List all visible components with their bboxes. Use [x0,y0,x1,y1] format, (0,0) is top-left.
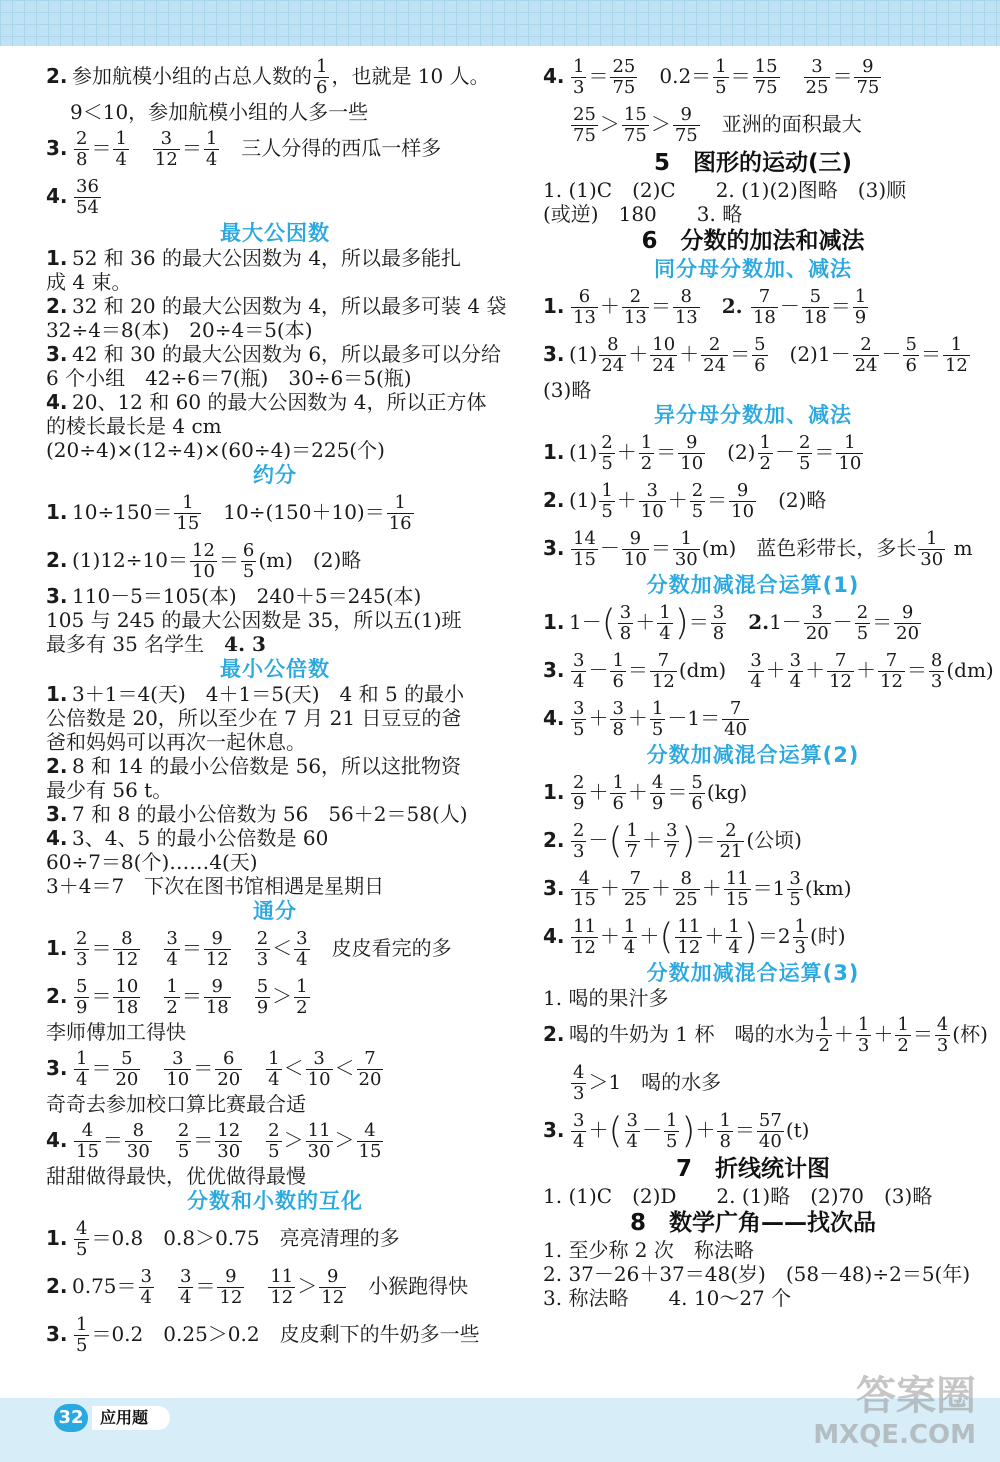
answer-line: 1. $\frac{2}{3}$ ＝ $\frac{8}{12}$ $\frac{3}{4}$ ＝ $\frac{9}{12}$ $\frac{2}{3}$ ＜ $\frac{3}{4}$ 皮皮看完的多 [46,928,452,970]
answer-line: 公倍数是 20，所以至少在 7 月 21 日豆豆的爸 [46,706,462,730]
answer-line: 4. $\frac{11}{12}$ ＋ $\frac{1}{4}$ ＋( $\frac{11}{12}$ ＋ $\frac{1}{4}$ )＝2 $\frac{1}{3}$ (时) [543,916,846,958]
top-grid-band [0,0,1000,46]
section-heading: 分数加减混合运算(2) [646,743,860,767]
section-heading: 最大公因数 [220,221,330,245]
answer-line: (或逆) 180 3. 略 [543,202,743,226]
answer-line: 32÷4＝8(本) 20÷4＝5(本) [46,318,313,342]
section-heading: 同分母分数加、减法 [654,257,852,281]
answer-line: 1. (1) $\frac{2}{5}$ ＋ $\frac{1}{2}$ ＝ $\frac{9}{10}$ (2) $\frac{1}{2}$ － $\frac{2}{5}$ ＝ $\frac{1}{10}$ [543,432,862,474]
answer-line: 4. 20、12 和 60 的最大公因数为 4，所以正方体 [46,390,487,414]
chapter-heading: 7 折线统计图 [675,1156,830,1182]
fraction: $\frac{1}{6}$ [316,56,328,98]
answer-line: 1. 至少称 2 次 称法略 [543,1238,754,1262]
text: 参加航模小组的占总人数的 [72,64,312,88]
section-heading: 分数和小数的互化 [187,1189,363,1213]
answer-line: 3. $\frac{3}{4}$ － $\frac{1}{6}$ ＝ $\frac{7}{12}$ (dm) $\frac{3}{4}$ ＋ $\frac{3}{4}$ ＋ $\frac{7}{12}$ ＋ $\frac{7}{12}$ ＝ $\frac{8}{3}$ (dm) [543,650,994,692]
answer-line: 1. $\frac{4}{5}$ ＝0.8 0.8＞0.75 亮亮清理的多 [46,1218,400,1260]
section-heading: 通分 [253,899,297,923]
answer-line: 2. (1)12÷10＝ $\frac{12}{10}$ ＝ $\frac{6}{5}$ (m) (2)略 [46,540,362,582]
text: ，也就是 10 人。 [331,64,490,88]
section-heading: 分数加减混合运算(3) [646,961,860,985]
answer-line: 最少有 56 t。 [46,778,173,802]
answer-line: 4. $\frac{36}{54}$ [46,176,99,218]
answer-line: (20÷4)×(12÷4)×(60÷4)＝225(个) [46,438,385,462]
right-column [543,52,994,1310]
answer-line: 3. 7 和 8 的最小公倍数为 56 56＋2＝58(人) [46,802,468,826]
section-heading: 约分 [253,463,297,487]
answer-line: $\frac{4}{3}$ ＞1 喝的水多 [573,1062,722,1104]
answer-line: 3. $\frac{14}{15}$ － $\frac{9}{10}$ ＝ $\frac{1}{30}$ (m) 蓝色彩带长，多长 $\frac{1}{30}$ m [543,528,973,570]
answer-line: 3. 110－5＝105(本) 240＋5＝245(本) [46,584,422,608]
answer-line: 3. (1) $\frac{8}{24}$ ＋ $\frac{10}{24}$ ＋ $\frac{2}{24}$ ＝ $\frac{5}{6}$ (2)1－ $\frac{2}{24}$ － $\frac{5}{6}$ ＝ $\frac{1}{12}$ [543,334,968,376]
answer-line: 4. $\frac{1}{3}$ ＝ $\frac{25}{75}$ 0.2＝ $\frac{1}{5}$ ＝ $\frac{15}{75}$ $\frac{3}{25}$ ＝ $\frac{9}{75}$ [543,56,880,98]
left-column [46,52,507,1358]
answer-line: 1. 3＋1＝4(天) 4＋1＝5(天) 4 和 5 的最小 [46,682,465,706]
item-number: 2. [46,64,68,88]
answer-line: 2. $\frac{2}{3}$ －( $\frac{1}{7}$ ＋ $\frac{3}{7}$ )＝ $\frac{2}{21}$ (公顷) [543,820,802,862]
answer-line: 甜甜做得最快，优优做得最慢 [46,1164,306,1188]
answer-line: 3. $\frac{1}{5}$ ＝0.2 0.25＞0.2 皮皮剩下的牛奶多一些 [46,1314,480,1356]
answer-line: 2. 37－26＋37＝48(岁) (58－48)÷2＝5(年) [543,1262,971,1286]
chapter-heading: 5 图形的运动(三) [653,150,853,176]
answer-line: 2. $\frac{5}{9}$ ＝ $\frac{10}{18}$ $\frac{1}{2}$ ＝ $\frac{9}{18}$ $\frac{5}{9}$ ＞ $\frac{1}{2}$ [46,976,308,1018]
answer-line: 105 与 245 的最大公因数是 35，所以五(1)班 [46,608,462,632]
answer-line: 最多有 35 名学生 4. 3 [46,632,266,656]
answer-line: 2. 0.75＝ $\frac{3}{4}$ $\frac{3}{4}$ ＝ $\frac{9}{12}$ $\frac{11}{12}$ ＞ $\frac{9}{12}$ 小猴跑得快 [46,1266,469,1308]
page-number: 32 [54,1404,88,1432]
answer-line: 2. 32 和 20 的最大公因数为 4，所以最多可装 4 袋 [46,294,507,318]
answer-line: 3. $\frac{2}{8}$ ＝ $\frac{1}{4}$ $\frac{3}{12}$ ＝ $\frac{1}{4}$ 三人分得的西瓜一样多 [46,128,442,170]
answer-line: (3)略 [543,378,592,402]
answer-line: 奇奇去参加校口算比赛最合适 [46,1092,306,1116]
answer-line: 李师傅加工得快 [46,1020,186,1044]
answer-line: 60÷7＝8(个)……4(天) [46,850,258,874]
answer-line: 爸和妈妈可以再次一起休息。 [46,730,306,754]
chapter-heading: 6 分数的加法和减法 [641,228,865,254]
answer-line: 3. $\frac{1}{4}$ ＝ $\frac{5}{20}$ $\frac{3}{10}$ ＝ $\frac{6}{20}$ $\frac{1}{4}$ ＜ $\frac{3}{10}$ ＜ $\frac{7}{20}$ [46,1048,382,1090]
answer-line: 2. (1) $\frac{1}{5}$ ＋ $\frac{3}{10}$ ＋ $\frac{2}{5}$ ＝ $\frac{9}{10}$ (2)略 [543,480,827,522]
answer-line: 3. 42 和 30 的最大公因数为 6，所以最多可以分给 [46,342,502,366]
answer-line: 的棱长最长是 4 cm [46,414,222,438]
answer-line: 4. $\frac{4}{15}$ ＝ $\frac{8}{30}$ $\frac{2}{5}$ ＝ $\frac{12}{30}$ $\frac{2}{5}$ ＞ $\frac{11}{30}$ ＞ $\frac{4}{15}$ [46,1120,382,1162]
answer-line: 2. 8 和 14 的最小公倍数是 56，所以这批物资 [46,754,462,778]
answer-line: 3. 称法略 4. 10～27 个 [543,1286,792,1310]
answer-line: 1. $\frac{2}{9}$ ＋ $\frac{1}{6}$ ＋ $\frac{4}{9}$ ＝ $\frac{5}{6}$ (kg) [543,772,748,814]
answer-line: 3. $\frac{4}{15}$ ＋ $\frac{7}{25}$ ＋ $\frac{8}{25}$ ＋ $\frac{11}{15}$ ＝1 $\frac{3}{5}$ (km) [543,868,852,910]
answer-line: 6 个小组 42÷6＝7(瓶) 30÷6＝5(瓶) [46,366,412,390]
answer-line: 1. 1－( $\frac{3}{8}$ ＋ $\frac{1}{4}$ )＝ $\frac{3}{8}$ 2.1－ $\frac{3}{20}$ － $\frac{2}{5}$ ＝ $\frac{9}{20}$ [543,602,920,644]
answer-line: 4. $\frac{3}{5}$ ＋ $\frac{3}{8}$ ＋ $\frac{1}{5}$ －1＝ $\frac{7}{40}$ [543,698,747,740]
chapter-heading: 8 数学广角——找次品 [629,1210,876,1236]
section-heading: 分数加减混合运算(1) [646,573,860,597]
answer-line: 2. 喝的牛奶为 1 杯 喝的水为 $\frac{1}{2}$ ＋ $\frac{1}{3}$ ＋ $\frac{1}{2}$ ＝ $\frac{4}{3}$ (杯) [543,1014,988,1056]
answer-line [46,52,504,100]
answer-line: 1. 喝的果汁多 [543,986,669,1010]
answer-line: 1. (1)C (2)D 2. (1)略 (2)70 (3)略 [543,1184,933,1208]
answer-line: 3＋4＝7 下次在图书馆相遇是星期日 [46,874,385,898]
section-heading: 异分母分数加、减法 [654,403,852,427]
section-heading: 最小公倍数 [220,657,330,681]
answer-line: $\frac{25}{75}$ ＞ $\frac{15}{75}$ ＞ $\frac{9}{75}$ 亚洲的面积最大 [573,104,862,146]
answer-line: 9＜10，参加航模小组的人多一些 [70,100,369,124]
answer-line: 1. (1)C (2)C 2. (1)(2)图略 (3)顺 [543,178,907,202]
answer-line: 1. $\frac{6}{13}$ ＋ $\frac{2}{13}$ ＝ $\frac{8}{13}$ 2. $\frac{7}{18}$ － $\frac{5}{18}$ ＝ $\frac{1}{9}$ [543,286,867,328]
answer-line: 4. 3、4、5 的最小公倍数是 60 [46,826,329,850]
answer-line: 1. 52 和 36 的最大公因数为 4，所以最多能扎 [46,246,462,270]
answer-line: 成 4 束。 [46,270,132,294]
watermark-logo: 答案圈 MXQE.COM [813,1373,976,1450]
answer-line: 1. 10÷150＝ $\frac{1}{15}$ 10÷(150＋10)＝ $\frac{1}{16}$ [46,492,412,534]
answer-line: 3. $\frac{3}{4}$ ＋( $\frac{3}{4}$ － $\frac{1}{5}$ )＋ $\frac{1}{8}$ ＝ $\frac{57}{40}$ (t) [543,1110,810,1152]
page-label: 应用题 [92,1406,170,1430]
